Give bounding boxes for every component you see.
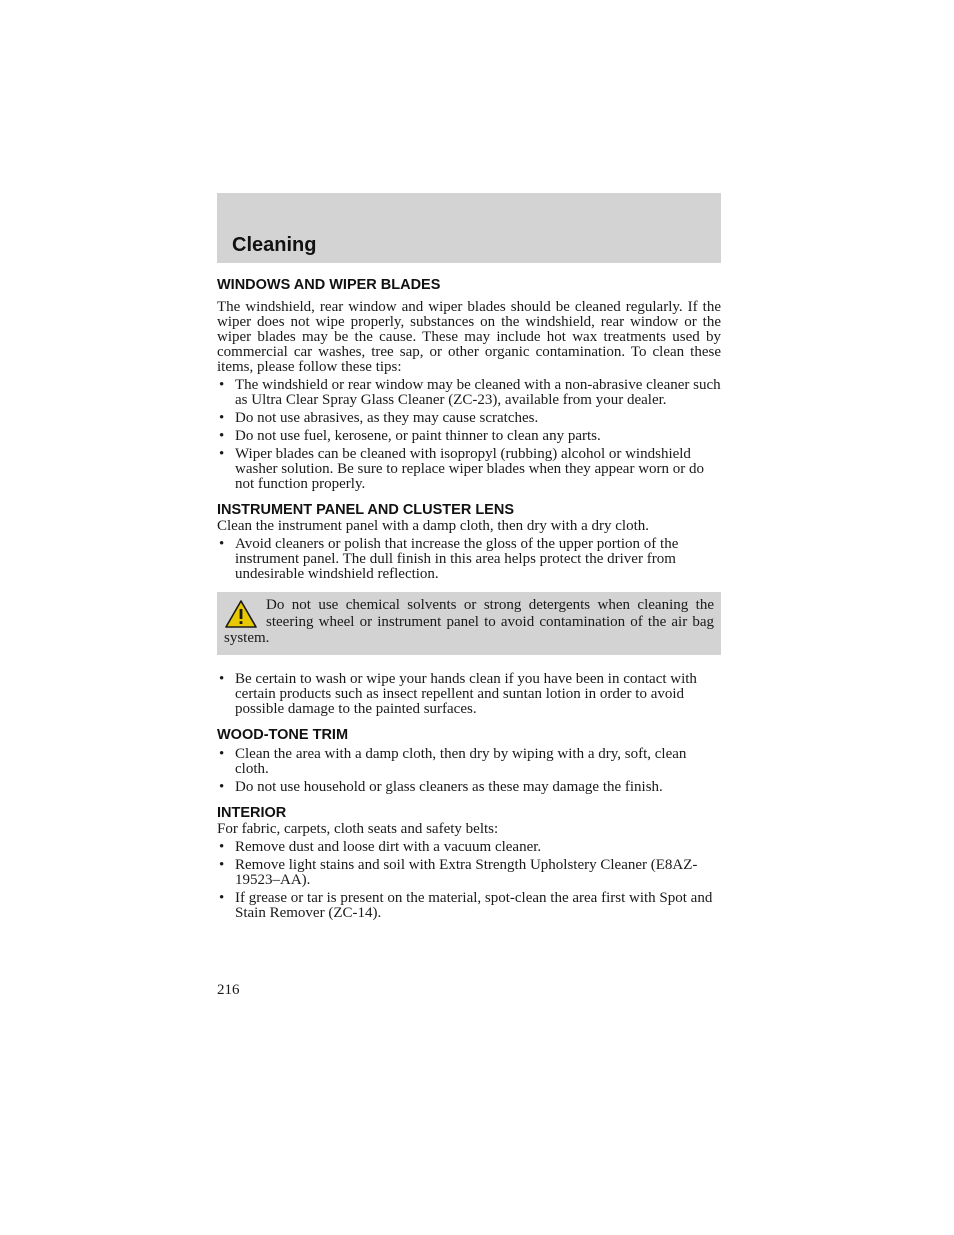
warning-triangle-icon [224, 599, 258, 629]
section-title-instrument: INSTRUMENT PANEL AND CLUSTER LENS [217, 502, 514, 518]
section-title-interior: INTERIOR [217, 804, 287, 821]
list-item-text: Remove light stains and soil with Extra Strength Upholstery Cleaner (E8AZ-19523–AA). [235, 856, 698, 888]
list-item [217, 378, 721, 408]
bullet-glyph: • [219, 670, 225, 687]
list-item-text: Do not use abrasives, as they may cause scratches. [235, 410, 539, 426]
bullet-glyph: • [219, 377, 225, 393]
windows-intro: The windshield, rear window and wiper blades should be cleaned regularly. If the wiper does not wipe properly, substances on the windshield, rear window or the wiper blades may be the cause. These may include hot wax treatments used by commercial car washes, tree sap, or other organic contamination. To clean these items, please follow these tips: [217, 299, 721, 375]
list-item [217, 537, 721, 582]
bullet-glyph: • [219, 838, 225, 855]
bullet-glyph: • [219, 856, 225, 873]
list-item-text: Be certain to wash or wipe your hands clean if you have been in contact with certain products such as insect repellent and suntan lotion in order to avoid possible damage to the painted surfaces. [235, 670, 697, 717]
warning-text: Do not use chemical solvents or strong detergents when cleaning the steering wheel or instrument panel to avoid contamination of the air bag system. [224, 597, 714, 646]
list-item [217, 891, 721, 921]
list-item [217, 840, 721, 855]
bullet-glyph: • [219, 745, 225, 762]
section-title-windows: WINDOWS AND WIPER BLADES [217, 277, 441, 293]
bullet-glyph: • [219, 410, 225, 426]
instrument-bullet-list [217, 537, 721, 582]
list-item-text: Clean the area with a damp cloth, then dry by wiping with a dry, soft, clean cloth. [235, 745, 687, 777]
page-title: Cleaning [232, 234, 317, 256]
warning-box [217, 592, 721, 655]
header-band [217, 193, 721, 263]
list-item [217, 411, 721, 426]
list-item [217, 747, 721, 777]
section-title-wood: WOOD-TONE TRIM [217, 726, 349, 743]
list-item-text: Avoid cleaners or polish that increase the gloss of the upper portion of the instrument panel. The dull finish in this area helps protect the driver from undesirable windshield reflection. [235, 536, 679, 582]
bullet-glyph: • [219, 536, 225, 552]
list-item-text: Remove dust and loose dirt with a vacuum cleaner. [235, 838, 542, 855]
list-item-text: Do not use fuel, kerosene, or paint thinner to clean any parts. [235, 428, 601, 444]
wood-bullet-list [217, 747, 721, 795]
page-content [217, 276, 721, 921]
list-item [217, 447, 721, 492]
instrument-after-list [217, 672, 721, 717]
interior-intro: For fabric, carpets, cloth seats and safety belts: [217, 820, 499, 837]
list-item-text: Wiper blades can be cleaned with isopropyl (rubbing) alcohol or windshield washer solution. Be sure to replace wiper blades when they appear worn or do not function properly. [235, 446, 705, 492]
windows-bullet-list [217, 378, 721, 492]
list-item [217, 780, 721, 795]
bullet-glyph: • [219, 446, 225, 462]
list-item [217, 429, 721, 444]
bullet-glyph: • [219, 778, 225, 795]
list-item-text: The windshield or rear window may be cleaned with a non-abrasive cleaner such as Ultra Clear Spray Glass Cleaner (ZC-23), available from your dealer. [235, 377, 721, 408]
list-item [217, 858, 721, 888]
bullet-glyph: • [219, 889, 225, 906]
list-item [217, 672, 721, 717]
instrument-intro: Clean the instrument panel with a damp cloth, then dry with a dry cloth. [217, 518, 649, 534]
page-number: 216 [217, 982, 240, 998]
interior-bullet-list [217, 840, 721, 921]
list-item-text: If grease or tar is present on the material, spot-clean the area first with Spot and Stain Remover (ZC-14). [235, 889, 713, 921]
bullet-glyph: • [219, 428, 225, 444]
list-item-text: Do not use household or glass cleaners as these may damage the finish. [235, 778, 663, 795]
